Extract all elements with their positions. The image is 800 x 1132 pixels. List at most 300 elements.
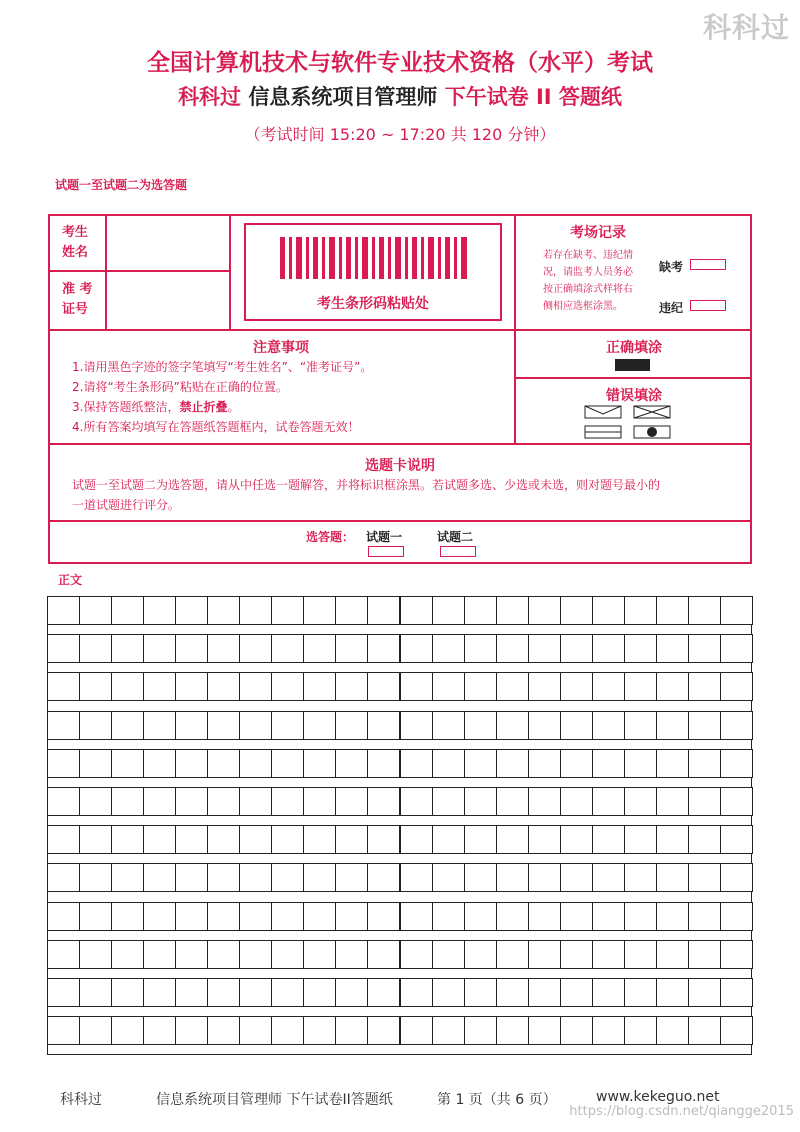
grid-cell[interactable] (432, 672, 465, 701)
grid-cell[interactable] (335, 749, 368, 778)
grid-cell[interactable] (175, 825, 208, 854)
grid-cell[interactable] (143, 940, 176, 969)
grid-cell[interactable] (47, 749, 80, 778)
grid-cell[interactable] (720, 787, 753, 816)
grid-cell[interactable] (239, 672, 272, 701)
grid-cell[interactable] (656, 596, 689, 625)
grid-cell[interactable] (432, 634, 465, 663)
grid-cell[interactable] (79, 749, 112, 778)
grid-cell[interactable] (271, 787, 304, 816)
grid-cell[interactable] (143, 672, 176, 701)
footer-page: 第 1 页（共 6 页） (437, 1092, 557, 1108)
grid-cell[interactable] (464, 825, 497, 854)
grid-cell[interactable] (303, 749, 336, 778)
grid-cell[interactable] (592, 825, 625, 854)
grid-cell[interactable] (624, 787, 657, 816)
grid-cell[interactable] (496, 940, 529, 969)
grid-cell[interactable] (688, 749, 721, 778)
wrong-fill-title: 错误填涂 (606, 388, 662, 404)
grid-cell[interactable] (271, 978, 304, 1007)
grid-cell[interactable] (335, 863, 368, 892)
grid-cell[interactable] (111, 672, 144, 701)
grid-cell[interactable] (400, 940, 433, 969)
grid-cell[interactable] (560, 902, 593, 931)
grid-cell[interactable] (367, 1016, 400, 1045)
grid-cell[interactable] (624, 596, 657, 625)
grid-cell[interactable] (528, 672, 561, 701)
grid-cell[interactable] (656, 672, 689, 701)
section-label: 试题一至试题二为选答题 (55, 178, 188, 192)
grid-cell[interactable] (335, 1016, 368, 1045)
grid-cell[interactable] (271, 596, 304, 625)
grid-cell[interactable] (592, 940, 625, 969)
grid-cell[interactable] (271, 1016, 304, 1045)
grid-cell[interactable] (592, 978, 625, 1007)
grid-cell[interactable] (464, 711, 497, 740)
grid-cell[interactable] (624, 978, 657, 1007)
grid-cell[interactable] (432, 749, 465, 778)
grid-cell[interactable] (79, 711, 112, 740)
correct-fill-title: 正确填涂 (606, 340, 662, 356)
grid-cell[interactable] (528, 787, 561, 816)
grid-cell[interactable] (367, 634, 400, 663)
grid-cell[interactable] (688, 902, 721, 931)
grid-cell[interactable] (335, 634, 368, 663)
id-field[interactable] (108, 272, 228, 328)
grid-cell[interactable] (656, 711, 689, 740)
grid-cell[interactable] (432, 940, 465, 969)
grid-cell[interactable] (143, 787, 176, 816)
grid-cell[interactable] (464, 978, 497, 1007)
divider (48, 329, 752, 331)
grid-cell[interactable] (143, 978, 176, 1007)
grid-cell[interactable] (111, 863, 144, 892)
grid-cell[interactable] (624, 1016, 657, 1045)
grid-cell[interactable] (656, 1016, 689, 1045)
grid-cell[interactable] (560, 711, 593, 740)
grid-cell[interactable] (720, 978, 753, 1007)
grid-cell[interactable] (207, 749, 240, 778)
grid-cell[interactable] (175, 634, 208, 663)
grid-cell[interactable] (47, 787, 80, 816)
grid-cell[interactable] (367, 596, 400, 625)
divider (105, 214, 107, 330)
grid-cell[interactable] (592, 1016, 625, 1045)
grid-cell[interactable] (303, 863, 336, 892)
grid-cell[interactable] (720, 863, 753, 892)
grid-cell[interactable] (592, 672, 625, 701)
absent-label: 缺考 (659, 260, 684, 274)
grid-cell[interactable] (496, 711, 529, 740)
grid-cell[interactable] (400, 711, 433, 740)
grid-cell[interactable] (47, 978, 80, 1007)
grid-cell[interactable] (720, 596, 753, 625)
grid-cell[interactable] (47, 672, 80, 701)
grid-cell[interactable] (143, 825, 176, 854)
grid-cell[interactable] (688, 787, 721, 816)
grid-cell[interactable] (624, 825, 657, 854)
grid-cell[interactable] (656, 634, 689, 663)
grid-cell[interactable] (464, 1016, 497, 1045)
grid-cell[interactable] (688, 940, 721, 969)
grid-cell[interactable] (207, 863, 240, 892)
grid-cell[interactable] (175, 749, 208, 778)
grid-cell[interactable] (624, 863, 657, 892)
grid-cell[interactable] (464, 672, 497, 701)
grid-cell[interactable] (720, 825, 753, 854)
grid-cell[interactable] (592, 634, 625, 663)
grid-cell[interactable] (271, 634, 304, 663)
grid-cell[interactable] (464, 749, 497, 778)
grid-cell[interactable] (303, 634, 336, 663)
grid-cell[interactable] (592, 749, 625, 778)
grid-cell[interactable] (656, 978, 689, 1007)
grid-cell[interactable] (47, 940, 80, 969)
grid-cell[interactable] (111, 1016, 144, 1045)
grid-cell[interactable] (528, 749, 561, 778)
grid-cell[interactable] (528, 902, 561, 931)
grid-cell[interactable] (528, 634, 561, 663)
line-mark (585, 426, 621, 438)
grid-cell[interactable] (303, 1016, 336, 1045)
grid-cell[interactable] (720, 749, 753, 778)
grid-cell[interactable] (111, 749, 144, 778)
grid-cell[interactable] (79, 634, 112, 663)
grid-cell[interactable] (528, 825, 561, 854)
dot-mark (634, 426, 670, 438)
grid-cell[interactable] (400, 634, 433, 663)
grid-cell[interactable] (367, 863, 400, 892)
paper-name: 下午试卷 II 答题纸 (444, 85, 622, 109)
grid-cell[interactable] (207, 711, 240, 740)
grid-cell[interactable] (688, 634, 721, 663)
grid-cell[interactable] (335, 825, 368, 854)
grid-cell[interactable] (688, 672, 721, 701)
grid-cell[interactable] (143, 711, 176, 740)
grid-cell[interactable] (79, 1016, 112, 1045)
barcode-label: 考生条形码粘贴处 (317, 296, 429, 312)
grid-cell[interactable] (367, 787, 400, 816)
grid-cell[interactable] (175, 863, 208, 892)
grid-cell[interactable] (592, 787, 625, 816)
grid-cell[interactable] (496, 596, 529, 625)
grid-cell[interactable] (143, 1016, 176, 1045)
grid-cell[interactable] (271, 863, 304, 892)
grid-cell[interactable] (111, 634, 144, 663)
grid-cell[interactable] (528, 711, 561, 740)
grid-cell[interactable] (143, 863, 176, 892)
name-label: 考生 姓名 (62, 225, 89, 260)
paper-title (0, 81, 800, 111)
grid-cell[interactable] (47, 596, 80, 625)
grid-cell[interactable] (111, 825, 144, 854)
grid-cell[interactable] (656, 863, 689, 892)
grid-cell[interactable] (79, 978, 112, 1007)
grid-cell[interactable] (79, 902, 112, 931)
grid-cell[interactable] (624, 749, 657, 778)
grid-cell[interactable] (656, 749, 689, 778)
grid-cell[interactable] (175, 902, 208, 931)
grid-cell[interactable] (367, 711, 400, 740)
grid-cell[interactable] (47, 711, 80, 740)
grid-cell[interactable] (239, 863, 272, 892)
grid-cell[interactable] (560, 596, 593, 625)
watermark-brand: 科科过 (702, 11, 790, 44)
grid-cell[interactable] (496, 825, 529, 854)
grid-cell[interactable] (528, 596, 561, 625)
grid-cell[interactable] (496, 787, 529, 816)
grid-cell[interactable] (688, 1016, 721, 1045)
grid-cell[interactable] (496, 672, 529, 701)
grid-cell[interactable] (400, 672, 433, 701)
grid-cell[interactable] (367, 978, 400, 1007)
grid-cell[interactable] (111, 596, 144, 625)
grid-cell[interactable] (207, 634, 240, 663)
grid-cell[interactable] (239, 940, 272, 969)
grid-cell[interactable] (592, 711, 625, 740)
grid-cell[interactable] (656, 940, 689, 969)
watermark-url: https://blog.csdn.net/qiangge2015 (569, 1104, 794, 1119)
grid-cell[interactable] (720, 940, 753, 969)
grid-cell[interactable] (239, 1016, 272, 1045)
grid-cell[interactable] (432, 711, 465, 740)
grid-cell[interactable] (175, 596, 208, 625)
grid-cell[interactable] (143, 634, 176, 663)
grid-cell[interactable] (303, 672, 336, 701)
grid-cell[interactable] (271, 940, 304, 969)
grid-cell[interactable] (464, 634, 497, 663)
grid-cell[interactable] (239, 787, 272, 816)
grid-cell[interactable] (496, 978, 529, 1007)
grid-cell[interactable] (303, 711, 336, 740)
violation-label: 违纪 (659, 301, 684, 315)
grid-cell[interactable] (239, 634, 272, 663)
grid-cell[interactable] (111, 978, 144, 1007)
grid-cell[interactable] (400, 863, 433, 892)
grid-cell[interactable] (560, 749, 593, 778)
grid-cell[interactable] (720, 672, 753, 701)
grid-cell[interactable] (335, 711, 368, 740)
grid-cell[interactable] (624, 711, 657, 740)
grid-cell[interactable] (367, 940, 400, 969)
grid-cell[interactable] (111, 711, 144, 740)
grid-cell[interactable] (335, 902, 368, 931)
grid-cell[interactable] (656, 787, 689, 816)
grid-cell[interactable] (688, 978, 721, 1007)
question2-checkbox[interactable] (440, 546, 476, 557)
grid-cell[interactable] (303, 596, 336, 625)
grid-cell[interactable] (720, 711, 753, 740)
grid-cell[interactable] (175, 940, 208, 969)
grid-cell[interactable] (720, 902, 753, 931)
grid-cell[interactable] (592, 863, 625, 892)
grid-cell[interactable] (239, 749, 272, 778)
grid-cell[interactable] (560, 634, 593, 663)
grid-cell[interactable] (207, 787, 240, 816)
grid-cell[interactable] (271, 711, 304, 740)
grid-cell[interactable] (79, 825, 112, 854)
barcode-area (244, 223, 502, 321)
divider (48, 443, 752, 445)
grid-cell[interactable] (335, 940, 368, 969)
grid-cell[interactable] (688, 863, 721, 892)
grid-cell[interactable] (432, 863, 465, 892)
grid-cell[interactable] (720, 1016, 753, 1045)
grid-cell[interactable] (560, 978, 593, 1007)
grid-cell[interactable] (271, 749, 304, 778)
grid-cell[interactable] (464, 940, 497, 969)
grid-cell[interactable] (656, 825, 689, 854)
grid-cell[interactable] (79, 672, 112, 701)
grid-cell[interactable] (303, 902, 336, 931)
grid-cell[interactable] (175, 1016, 208, 1045)
grid-cell[interactable] (656, 902, 689, 931)
grid-cell[interactable] (560, 825, 593, 854)
grid-cell[interactable] (496, 634, 529, 663)
grid-cell[interactable] (239, 978, 272, 1007)
selection-title: 选题卡说明 (365, 458, 435, 474)
grid-cell[interactable] (432, 978, 465, 1007)
grid-cell[interactable] (239, 711, 272, 740)
grid-cell[interactable] (207, 902, 240, 931)
grid-cell[interactable] (400, 902, 433, 931)
divider (514, 214, 516, 444)
notice-list (72, 357, 512, 437)
grid-cell[interactable] (432, 1016, 465, 1045)
grid-cell[interactable] (624, 940, 657, 969)
grid-cell[interactable] (47, 1016, 80, 1045)
grid-cell[interactable] (496, 1016, 529, 1045)
grid-cell[interactable] (560, 787, 593, 816)
absent-checkbox[interactable] (690, 259, 726, 270)
grid-cell[interactable] (303, 978, 336, 1007)
grid-cell[interactable] (111, 902, 144, 931)
grid-cell[interactable] (560, 1016, 593, 1045)
grid-cell[interactable] (207, 940, 240, 969)
grid-cell[interactable] (624, 634, 657, 663)
grid-cell[interactable] (400, 749, 433, 778)
notice-item: 3.保持答题纸整洁，禁止折叠。 (72, 400, 240, 414)
grid-cell[interactable] (528, 1016, 561, 1045)
grid-cell[interactable] (464, 863, 497, 892)
question1-checkbox[interactable] (368, 546, 404, 557)
grid-cell[interactable] (624, 672, 657, 701)
grid-cell[interactable] (528, 978, 561, 1007)
grid-cell[interactable] (432, 787, 465, 816)
grid-cell[interactable] (271, 672, 304, 701)
grid-cell[interactable] (271, 902, 304, 931)
grid-cell[interactable] (207, 978, 240, 1007)
grid-cell[interactable] (175, 978, 208, 1007)
grid-cell[interactable] (47, 634, 80, 663)
grid-cell[interactable] (207, 1016, 240, 1045)
grid-cell[interactable] (688, 825, 721, 854)
grid-cell[interactable] (207, 672, 240, 701)
grid-cell[interactable] (367, 825, 400, 854)
grid-cell[interactable] (79, 940, 112, 969)
grid-cell[interactable] (400, 978, 433, 1007)
grid-cell[interactable] (303, 940, 336, 969)
grid-cell[interactable] (464, 902, 497, 931)
grid-cell[interactable] (335, 787, 368, 816)
grid-cell[interactable] (688, 596, 721, 625)
grid-cell[interactable] (207, 596, 240, 625)
selection-text: 试题一至试题二为选答题，请从中任选一题解答，并将标识框涂黑。若试题多选、少选或未选，则对题号最小的 一道试题进行评分。 (72, 478, 661, 512)
grid-cell[interactable] (79, 787, 112, 816)
name-field[interactable] (108, 216, 228, 270)
grid-cell[interactable] (464, 596, 497, 625)
grid-cell[interactable] (335, 596, 368, 625)
grid-cell[interactable] (239, 596, 272, 625)
grid-cell[interactable] (400, 1016, 433, 1045)
wrong-fill-samples (584, 405, 674, 441)
violation-checkbox[interactable] (690, 300, 726, 311)
grid-cell[interactable] (303, 825, 336, 854)
grid-cell[interactable] (720, 634, 753, 663)
grid-cell[interactable] (400, 596, 433, 625)
grid-cell[interactable] (560, 672, 593, 701)
grid-cell[interactable] (239, 902, 272, 931)
grid-cell[interactable] (175, 711, 208, 740)
cross-mark (634, 406, 670, 418)
grid-cell[interactable] (367, 749, 400, 778)
grid-cell[interactable] (560, 940, 593, 969)
grid-cell[interactable] (79, 863, 112, 892)
grid-cell[interactable] (496, 902, 529, 931)
grid-cell[interactable] (464, 787, 497, 816)
grid-cell[interactable] (496, 749, 529, 778)
grid-cell[interactable] (47, 863, 80, 892)
grid-cell[interactable] (528, 863, 561, 892)
grid-cell[interactable] (239, 825, 272, 854)
selection-prompt: 选答题： (306, 530, 355, 544)
grid-cell[interactable] (400, 787, 433, 816)
grid-cell[interactable] (143, 749, 176, 778)
grid-cell[interactable] (592, 596, 625, 625)
grid-cell[interactable] (143, 596, 176, 625)
grid-cell[interactable] (624, 902, 657, 931)
grid-cell[interactable] (175, 787, 208, 816)
grid-cell[interactable] (143, 902, 176, 931)
grid-cell[interactable] (432, 596, 465, 625)
body-label: 正文 (58, 573, 83, 587)
grid-cell[interactable] (47, 825, 80, 854)
grid-cell[interactable] (271, 825, 304, 854)
divider (48, 520, 752, 522)
grid-cell[interactable] (432, 825, 465, 854)
grid-cell[interactable] (79, 596, 112, 625)
grid-cell[interactable] (496, 863, 529, 892)
grid-cell[interactable] (335, 672, 368, 701)
grid-cell[interactable] (688, 711, 721, 740)
correct-fill-sample (615, 359, 650, 371)
grid-cell[interactable] (367, 902, 400, 931)
grid-cell[interactable] (47, 902, 80, 931)
grid-cell[interactable] (560, 863, 593, 892)
answer-grid[interactable] (47, 596, 752, 1056)
grid-cell[interactable] (335, 978, 368, 1007)
grid-cell[interactable] (528, 940, 561, 969)
grid-cell[interactable] (432, 902, 465, 931)
grid-cell[interactable] (592, 902, 625, 931)
grid-cell[interactable] (400, 825, 433, 854)
grid-cell[interactable] (111, 787, 144, 816)
grid-cell[interactable] (207, 825, 240, 854)
grid-cell[interactable] (367, 672, 400, 701)
grid-cell[interactable] (303, 787, 336, 816)
grid-cell[interactable] (111, 940, 144, 969)
grid-cell[interactable] (175, 672, 208, 701)
